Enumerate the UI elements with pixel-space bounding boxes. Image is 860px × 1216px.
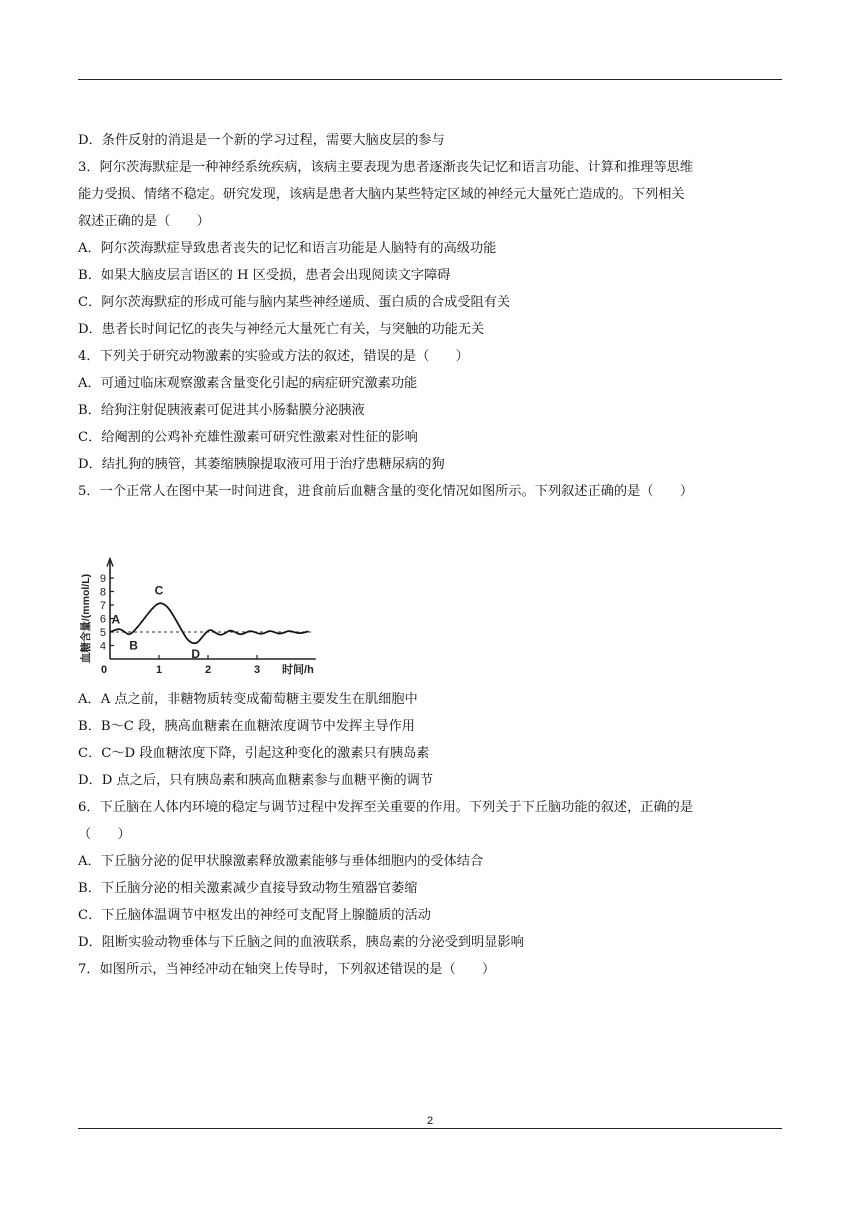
option-2d: D．条件反射的消退是一个新的学习过程，需要大脑皮层的参与 <box>78 133 445 148</box>
y-tick-label: 5 <box>99 627 106 639</box>
y-tick-label: 4 <box>99 640 106 653</box>
header-rule <box>78 79 782 80</box>
option-3a: A．阿尔茨海默症导致患者丧失的记忆和语言功能是人脑特有的高级功能 <box>78 241 497 256</box>
question-5-stem: 5．一个正常人在图中某一时间进食，进食前后血糖含量的变化情况如图所示。下列叙述正确的是（ ） <box>78 484 694 499</box>
question-6-stem-end: （ ） <box>78 827 131 842</box>
option-5a: A．A 点之前，非糖物质转变成葡萄糖主要发生在肌细胞中 <box>78 692 418 707</box>
x-tick-label: 0 <box>100 664 108 676</box>
blood-glucose-chart <box>78 513 328 677</box>
option-3c: C．阿尔茨海默症的形成可能与脑内某些神经递质、蛋白质的合成受阻有关 <box>78 295 511 310</box>
question-4-stem: 4．下列关于研究动物激素的实验或方法的叙述，错误的是（ ） <box>78 349 469 364</box>
point-label-b: B <box>129 638 138 653</box>
option-6d: D．阻断实验动物垂体与下丘脑之间的血液联系，胰岛素的分泌受到明显影响 <box>78 935 524 950</box>
y-tick-label: 7 <box>99 600 106 612</box>
question-3-stem-end: 叙述正确的是（ ） <box>78 214 210 229</box>
glucose-curve <box>110 603 308 643</box>
question-7-stem: 7．如图所示，当神经冲动在轴突上传导时，下列叙述错误的是（ ） <box>78 962 496 977</box>
x-tick-label: 3 <box>253 664 261 676</box>
option-6c: C．下丘脑体温调节中枢发出的神经可支配肾上腺髓质的活动 <box>78 908 431 923</box>
point-label-c: C <box>154 583 164 598</box>
option-6b: B．下丘脑分泌的相关激素减少直接导致动物生殖器官萎缩 <box>78 881 418 896</box>
option-4b: B．给狗注射促胰液素可促进其小肠黏膜分泌胰液 <box>78 403 365 418</box>
option-6a: A．下丘脑分泌的促甲状腺激素释放激素能够与垂体细胞内的受体结合 <box>78 854 484 869</box>
y-tick-label: 6 <box>99 613 106 626</box>
question-3-stem-cont: 能力受损、情绪不稳定。研究发现，该病是患者大脑内某些特定区域的神经元大量死亡造成的。下列相关 <box>78 187 685 202</box>
y-tick-label: 9 <box>99 573 106 585</box>
option-3d: D．患者长时间记忆的丧失与神经元大量死亡有关，与突触的功能无关 <box>78 322 485 337</box>
question-6-stem: 6．下丘脑在人体内环境的稳定与调节过程中发挥至关重要的作用。下列关于下丘脑功能的叙述，正确的是 <box>78 800 694 815</box>
x-tick-label: 2 <box>204 664 212 676</box>
page-number: 2 <box>426 1115 434 1127</box>
option-3b: B．如果大脑皮层言语区的 H 区受损，患者会出现阅读文字障碍 <box>78 268 451 283</box>
x-axis-label: 时间/h <box>282 664 314 676</box>
option-5b: B．B～C 段，胰高血糖素在血糖浓度调节中发挥主导作用 <box>78 719 415 734</box>
footer-rule <box>78 1128 782 1129</box>
option-4a: A．可通过临床观察激素含量变化引起的病症研究激素功能 <box>78 376 418 391</box>
option-4c: C．给阉割的公鸡补充雄性激素可研究性激素对性征的影响 <box>78 430 418 445</box>
y-axis-label: 血糖含量/(mmol/L) <box>80 573 92 664</box>
option-5d: D．D 点之后，只有胰岛素和胰高血糖素参与血糖平衡的调节 <box>78 773 434 788</box>
option-5c: C．C～D 段血糖浓度下降，引起这种变化的激素只有胰岛素 <box>78 746 430 761</box>
x-tick-label: 1 <box>155 664 163 676</box>
point-label-d: D <box>191 647 201 662</box>
question-3-stem: 3．阿尔茨海默症是一种神经系统疾病，该病主要表现为患者逐渐丧失记忆和语言功能、计算和推理等思维 <box>78 160 694 175</box>
y-tick-label: 8 <box>99 586 106 599</box>
option-4d: D．结扎狗的胰管，其萎缩胰腺提取液可用于治疗患糖尿病的狗 <box>78 457 445 472</box>
point-label-a: A <box>111 612 121 627</box>
